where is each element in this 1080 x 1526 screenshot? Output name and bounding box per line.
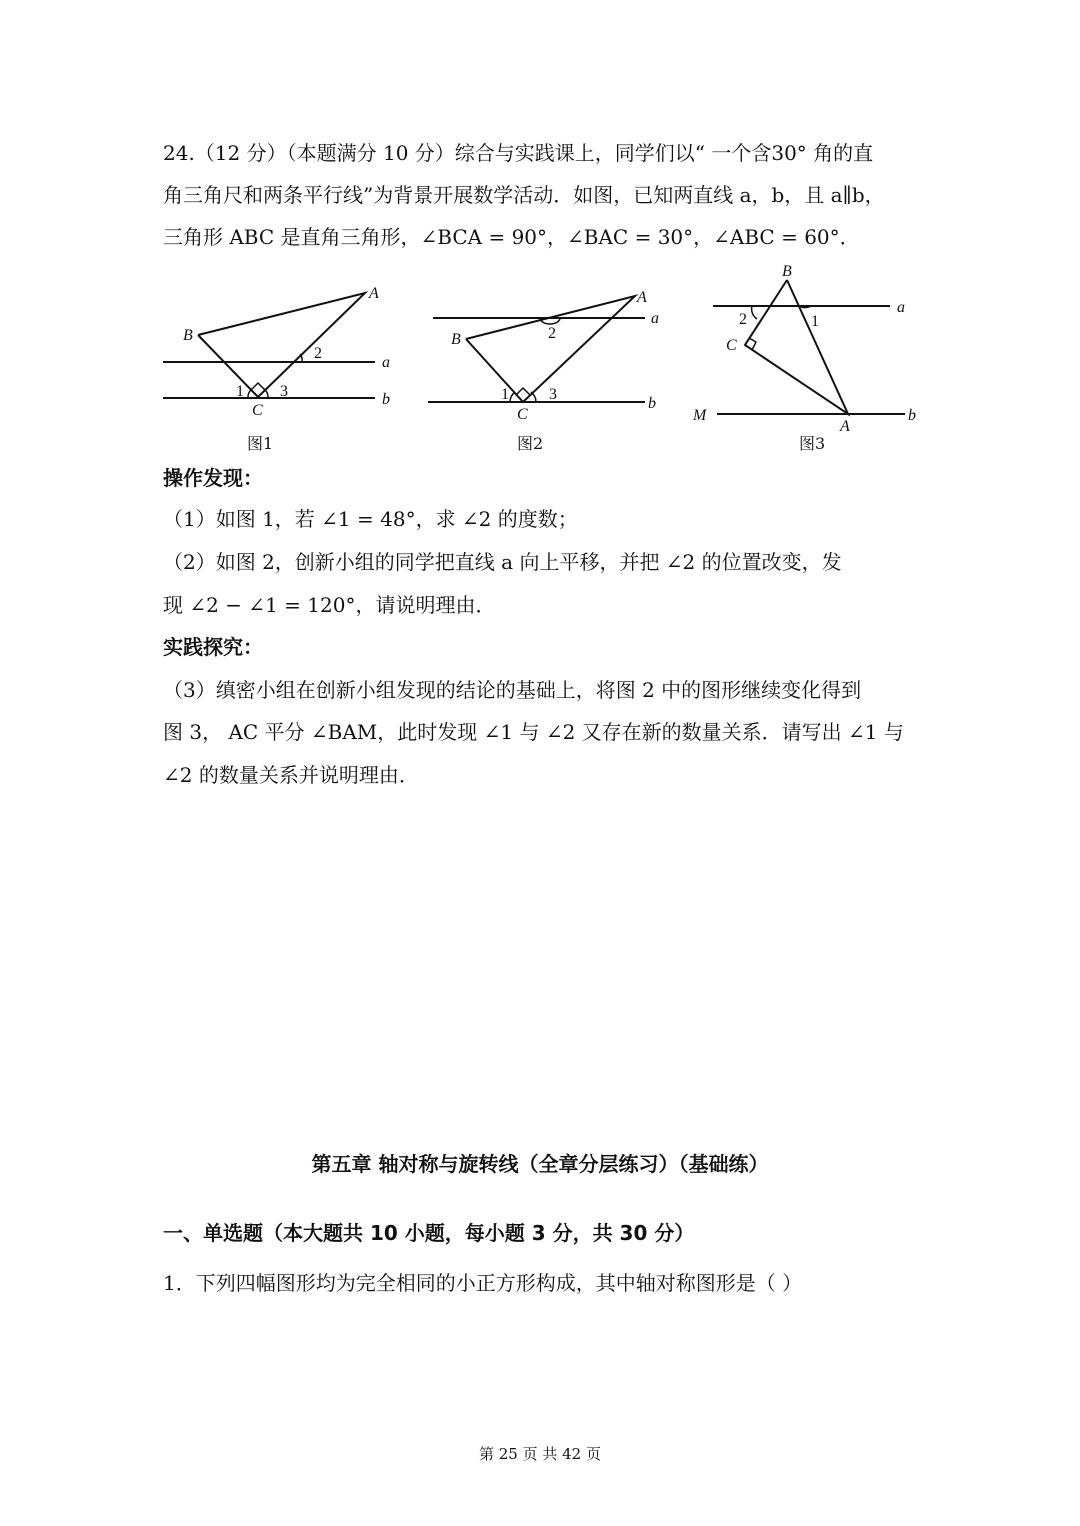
label-1: 1 [811, 313, 819, 330]
label-a: a [382, 354, 390, 371]
label-3: 3 [549, 386, 557, 403]
label-A: A [637, 289, 647, 306]
label-1: 1 [236, 383, 244, 400]
label-B: B [451, 331, 461, 348]
figure-3 [692, 263, 916, 435]
figure-1 [163, 285, 390, 419]
label-a: a [651, 310, 659, 327]
part-3-line-2: 图 3， AC 平分 ∠BAM，此时发现 ∠1 与 ∠2 又存在新的数量关系．请写出 ∠1 与 [163, 720, 904, 744]
page-footer: 第 25 页 共 42 页 [478, 1445, 601, 1463]
label-B: B [183, 327, 193, 344]
part-3-line-3: ∠2 的数量关系并说明理由． [163, 763, 419, 787]
section-heading-operation: 操作发现： [163, 466, 263, 490]
label-b: b [648, 395, 656, 412]
chapter-title: 第五章 轴对称与旋转线（全章分层练习）（基础练） [311, 1152, 769, 1176]
label-C: C [517, 406, 528, 423]
label-3: 3 [280, 383, 288, 400]
question-1: 1．下列四幅图形均为完全相同的小正方形构成，其中轴对称图形是（ ） [163, 1271, 803, 1295]
label-C: C [726, 337, 737, 354]
label-C: C [252, 402, 263, 419]
label-b: b [382, 391, 390, 408]
part-1: （1）如图 1，若 ∠1 = 48°，求 ∠2 的度数； [163, 507, 578, 531]
figure-3-caption: 图3 [799, 434, 826, 453]
section-heading-practice: 实践探究： [163, 635, 263, 659]
part-2-line-1: （2）如图 2，创新小组的同学把直线 a 向上平移，并把 ∠2 的位置改变，发 [163, 550, 842, 574]
section-heading-single-choice: 一、单选题（本大题共 10 小题，每小题 3 分，共 30 分） [163, 1221, 695, 1245]
figure-2-caption: 图2 [517, 434, 544, 453]
label-A: A [369, 285, 379, 302]
q24-line-2: 角三角尺和两条平行线”为背景开展数学活动．如图，已知两直线 a，b，且 a∥b， [163, 183, 885, 207]
label-b: b [908, 407, 916, 424]
figure-2 [428, 289, 659, 423]
q24-line-3: 三角形 ABC 是直角三角形，∠BCA = 90°，∠BAC = 30°，∠ABC = 60°． [163, 225, 860, 249]
label-2: 2 [314, 345, 322, 362]
part-2-line-2: 现 ∠2 − ∠1 = 120°，请说明理由． [163, 593, 496, 617]
label-1: 1 [501, 386, 509, 403]
q24-line-1: 24.（12 分）（本题满分 10 分）综合与实践课上，同学们以“ 一个含30° 角的直 [163, 141, 874, 165]
label-a: a [897, 299, 905, 316]
part-3-line-1: （3）缜密小组在创新小组发现的结论的基础上，将图 2 中的图形继续变化得到 [163, 678, 862, 702]
geometry-figures [0, 0, 1080, 460]
label-M: M [693, 407, 707, 424]
label-A: A [840, 418, 850, 435]
label-B: B [782, 263, 792, 280]
label-2: 2 [548, 325, 556, 342]
label-2: 2 [739, 311, 747, 328]
figure-1-caption: 图1 [247, 434, 274, 453]
